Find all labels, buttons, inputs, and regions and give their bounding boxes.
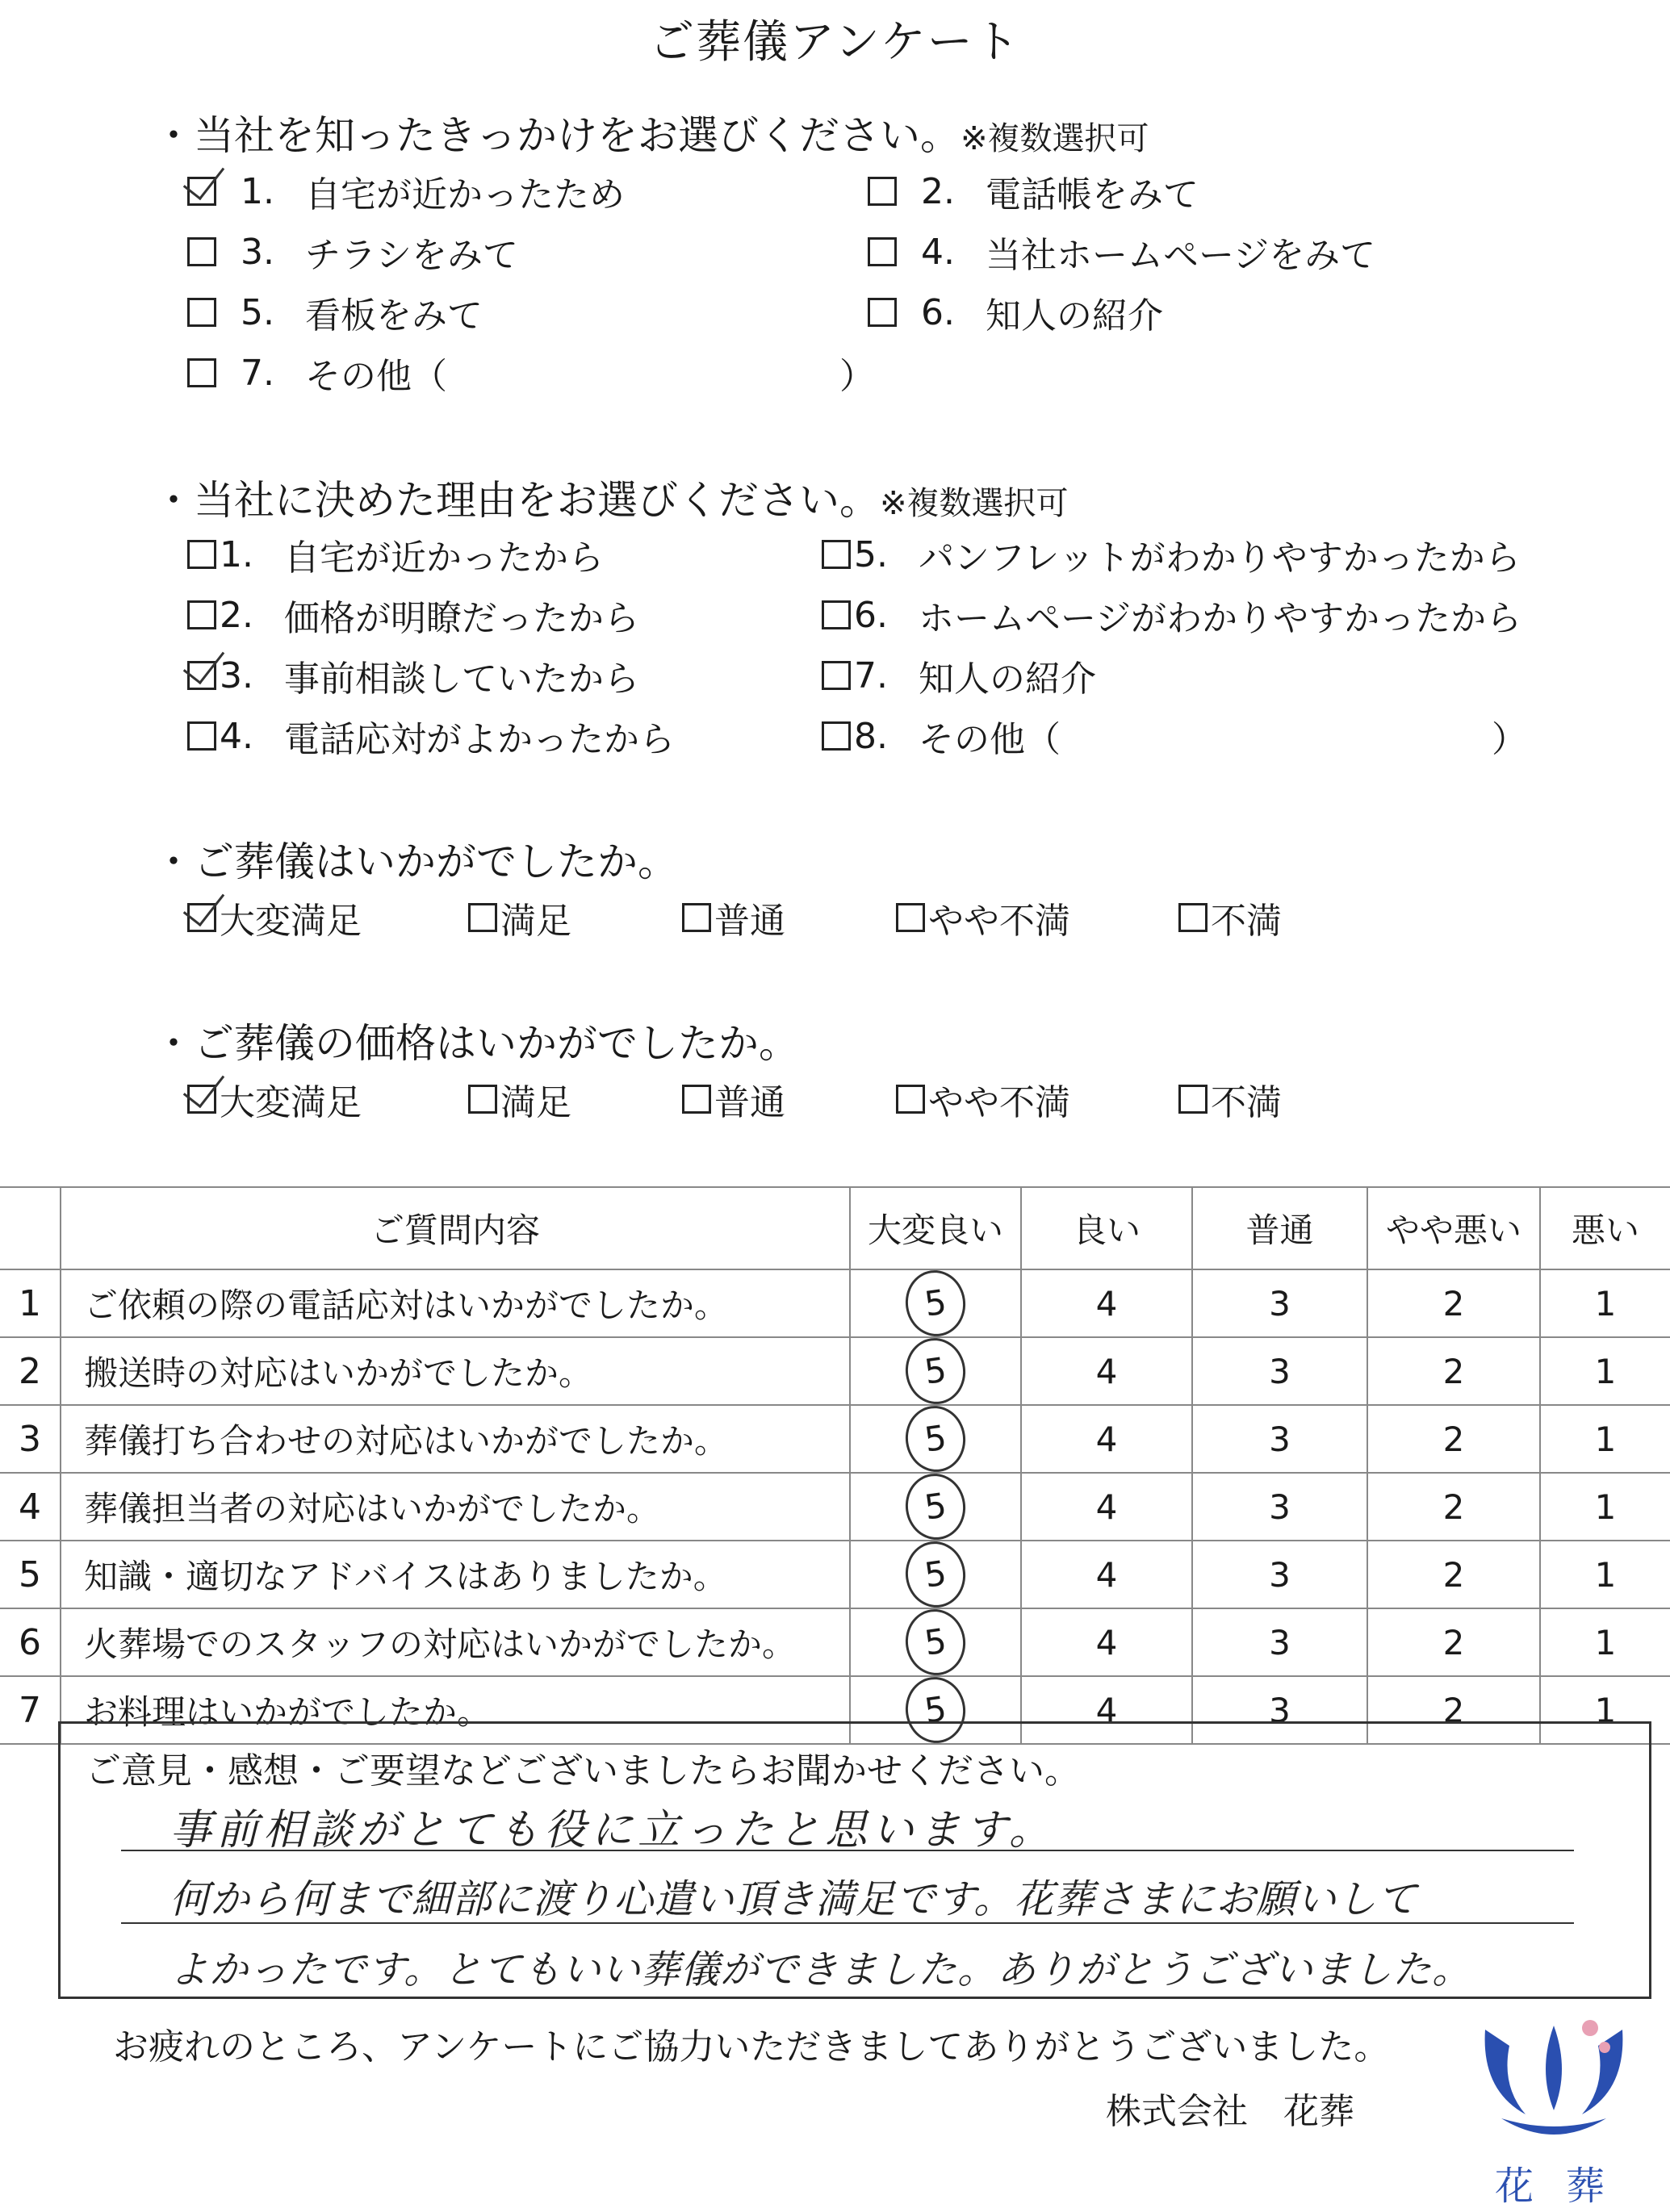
score-circled: 5: [902, 1334, 970, 1408]
checkbox[interactable]: [187, 600, 216, 629]
rating-option-label: 不満: [1211, 1082, 1282, 1123]
option-number: 6.: [921, 291, 955, 333]
logo-left-petal: [1485, 2030, 1526, 2114]
score-cell[interactable]: [1021, 1541, 1192, 1608]
score-value: 1: [1594, 1351, 1617, 1391]
rating-option-3[interactable]: [682, 892, 785, 943]
score-value: 1: [1594, 1487, 1617, 1527]
option-number: 2.: [921, 170, 955, 212]
option-number: 4.: [921, 231, 955, 273]
comment-label: ご意見・感想・ご要望などございましたらお聞かせください。: [86, 1750, 1080, 1792]
other-close-paren: ）: [839, 356, 875, 397]
option-label: その他（: [919, 719, 1061, 760]
option-number: 3.: [220, 654, 253, 696]
option-label: 事前相談していたから: [284, 659, 639, 700]
row-index: 6: [0, 1608, 61, 1676]
header-question: ご質問内容: [61, 1187, 850, 1269]
option-4[interactable]: [187, 710, 675, 762]
checkbox-checked[interactable]: [187, 177, 216, 206]
checkbox[interactable]: [187, 298, 216, 327]
score-cell[interactable]: [1021, 1337, 1192, 1405]
option-number: 1.: [220, 533, 253, 575]
checkbox[interactable]: [822, 600, 851, 629]
row-question: 搬送時の対応はいかがでしたか。: [61, 1337, 850, 1405]
row-question: お料理はいかがでしたか。: [61, 1676, 850, 1744]
rating-option-1[interactable]: [187, 892, 362, 943]
option-label: チラシをみて: [305, 235, 518, 276]
logo-base: [1501, 2118, 1606, 2135]
score-cell[interactable]: [1367, 1473, 1540, 1541]
checkbox[interactable]: [187, 237, 216, 266]
row-index: 2: [0, 1337, 61, 1405]
rating-option-label: 普通: [714, 901, 785, 942]
score-value: 2: [1442, 1283, 1465, 1323]
score-cell[interactable]: [850, 1405, 1021, 1473]
company-logo: [1469, 2013, 1639, 2155]
option-number: 6.: [854, 594, 888, 636]
logo-text: 花葬: [1495, 2164, 1638, 2209]
rating-table: [0, 1186, 1670, 1745]
checkbox[interactable]: [1178, 903, 1208, 932]
checkbox[interactable]: [187, 358, 216, 387]
score-value: 1: [1594, 1419, 1617, 1459]
score-cell[interactable]: [850, 1269, 1021, 1337]
rating-option-5[interactable]: [1178, 1073, 1282, 1125]
checkbox[interactable]: [896, 903, 925, 932]
multi-select-note: ※複数選択可: [961, 120, 1149, 157]
score-cell[interactable]: [1192, 1337, 1367, 1405]
row-question: 知識・適切なアドバイスはありましたか。: [61, 1541, 850, 1608]
checkbox[interactable]: [822, 661, 851, 690]
table-row: [0, 1405, 1670, 1473]
rating-table-header: [0, 1187, 1670, 1269]
option-number: 7.: [854, 654, 888, 696]
checkbox[interactable]: [682, 1085, 711, 1114]
checkbox[interactable]: [187, 540, 216, 569]
company-name: 株式会社 花葬: [1106, 2091, 1354, 2132]
checkbox-checked[interactable]: [187, 661, 216, 690]
option-label: 知人の紹介: [986, 295, 1163, 337]
score-cell[interactable]: [850, 1541, 1021, 1608]
logo-center-petal: [1546, 2026, 1562, 2110]
rating-option-3[interactable]: [682, 1073, 785, 1125]
thank-you-message: お疲れのところ、アンケートにご協力いただきましてありがとうございました。: [113, 2026, 1390, 2068]
other-close-paren: ）: [1492, 719, 1527, 760]
checkbox[interactable]: [896, 1085, 925, 1114]
score-cell[interactable]: [1192, 1473, 1367, 1541]
header-good: 良い: [1021, 1187, 1192, 1269]
table-row: [0, 1269, 1670, 1337]
score-cell[interactable]: [850, 1337, 1021, 1405]
score-value: 1: [1594, 1283, 1617, 1323]
checkbox[interactable]: [682, 903, 711, 932]
checkbox-checked[interactable]: [187, 1085, 216, 1114]
option-6[interactable]: [868, 286, 1163, 338]
row-index: 7: [0, 1676, 61, 1744]
rating-option-label: やや不満: [928, 901, 1070, 942]
rating-option-4[interactable]: [896, 892, 1070, 943]
score-value: 3: [1269, 1351, 1291, 1391]
rating-option-label: 満足: [500, 1082, 571, 1123]
option-4[interactable]: [868, 226, 1375, 278]
header-average: 普通: [1192, 1187, 1367, 1269]
rating-option-label: やや不満: [928, 1082, 1070, 1123]
score-value: 2: [1442, 1351, 1465, 1391]
score-cell[interactable]: [1367, 1608, 1540, 1676]
option-2[interactable]: [187, 589, 639, 641]
option-number: 3.: [241, 231, 274, 273]
table-row: [0, 1608, 1670, 1676]
score-cell[interactable]: [1021, 1405, 1192, 1473]
score-cell[interactable]: [1021, 1473, 1192, 1541]
option-label: パンフレットがわかりやすかったから: [919, 537, 1521, 579]
score-cell[interactable]: [1540, 1608, 1670, 1676]
score-value: 3: [1269, 1283, 1291, 1323]
row-question: 葬儀打ち合わせの対応はいかがでしたか。: [61, 1405, 850, 1473]
score-value: 4: [1095, 1690, 1118, 1730]
checkbox[interactable]: [822, 540, 851, 569]
score-value: 1: [1594, 1622, 1617, 1662]
score-cell[interactable]: [1540, 1541, 1670, 1608]
table-row: [0, 1541, 1670, 1608]
score-value: 2: [1442, 1419, 1465, 1459]
option-label: ホームページがわかりやすかったから: [919, 598, 1522, 639]
rating-option-label: 大変満足: [220, 1082, 362, 1123]
row-index: 3: [0, 1405, 61, 1473]
checkbox[interactable]: [822, 721, 851, 751]
score-cell[interactable]: [1192, 1405, 1367, 1473]
score-value: 4: [1095, 1283, 1118, 1323]
row-question: 火葬場でのスタッフの対応はいかがでしたか。: [61, 1608, 850, 1676]
score-cell[interactable]: [1367, 1269, 1540, 1337]
option-number: 2.: [220, 594, 253, 636]
rating-option-4[interactable]: [896, 1073, 1070, 1125]
option-3[interactable]: [187, 650, 639, 701]
option-6[interactable]: [822, 589, 1521, 641]
score-cell[interactable]: [850, 1473, 1021, 1541]
score-value: 1: [1594, 1690, 1617, 1730]
score-value: 3: [1269, 1487, 1291, 1527]
score-circled: 5: [902, 1673, 970, 1747]
option-5[interactable]: [187, 286, 483, 338]
header-somewhat-bad: やや悪い: [1367, 1187, 1540, 1269]
score-circled: 5: [902, 1605, 970, 1679]
row-index: 5: [0, 1541, 61, 1608]
score-cell[interactable]: [850, 1608, 1021, 1676]
score-cell[interactable]: [1021, 1608, 1192, 1676]
comment-rule: [121, 1850, 1574, 1851]
table-row: [0, 1473, 1670, 1541]
checkbox[interactable]: [868, 237, 897, 266]
score-circled: 5: [902, 1402, 970, 1476]
rating-option-label: 満足: [500, 901, 571, 942]
row-index: 4: [0, 1473, 61, 1541]
score-value: 4: [1095, 1487, 1118, 1527]
option-1[interactable]: [187, 529, 604, 580]
comment-line-2: 何から何まで細部に渡り心遣い頂き満足です。花葬さまにお願いして: [170, 1876, 1418, 1922]
row-question: 葬儀担当者の対応はいかがでしたか。: [61, 1473, 850, 1541]
option-number: 7.: [241, 352, 274, 394]
checkbox[interactable]: [468, 903, 497, 932]
score-cell[interactable]: [1367, 1405, 1540, 1473]
score-cell[interactable]: [1540, 1473, 1670, 1541]
score-circled: 5: [902, 1470, 970, 1544]
option-label: 電話帳をみて: [986, 174, 1199, 215]
score-circled: 5: [902, 1537, 970, 1612]
score-value: 4: [1095, 1351, 1118, 1391]
question-3-heading: ・ご葬儀はいかがでしたか。: [153, 838, 678, 885]
option-3[interactable]: [187, 226, 518, 278]
score-value: 2: [1442, 1690, 1465, 1730]
logo-pink-dot: [1582, 2020, 1598, 2036]
option-label: 自宅が近かったから: [284, 537, 604, 579]
option-number: 8.: [854, 715, 888, 757]
header-bad: 悪い: [1540, 1187, 1670, 1269]
score-cell[interactable]: [1367, 1541, 1540, 1608]
question-4-heading: ・ご葬儀の価格はいかがでしたか。: [153, 1020, 799, 1067]
checkbox[interactable]: [868, 298, 897, 327]
rating-option-label: 不満: [1211, 901, 1282, 942]
checkbox-checked[interactable]: [187, 903, 216, 932]
row-question: ご依頼の際の電話応対はいかがでしたか。: [61, 1269, 850, 1337]
checkbox[interactable]: [468, 1085, 497, 1114]
option-5[interactable]: [822, 529, 1521, 580]
option-number: 1.: [241, 170, 274, 212]
option-8[interactable]: [822, 710, 1061, 762]
question-1-heading: ・当社を知ったきっかけをお選びください。※複数選択可: [153, 112, 1149, 159]
score-cell[interactable]: [1540, 1337, 1670, 1405]
score-cell[interactable]: [1192, 1541, 1367, 1608]
rating-option-2[interactable]: [468, 892, 571, 943]
option-label: 看板をみて: [305, 295, 483, 337]
score-value: 1: [1594, 1554, 1617, 1595]
option-label: 自宅が近かったため: [305, 174, 625, 215]
option-label: 電話応対がよかったから: [284, 719, 675, 760]
score-value: 2: [1442, 1487, 1465, 1527]
option-number: 5.: [241, 291, 274, 333]
score-cell[interactable]: [1367, 1337, 1540, 1405]
score-value: 4: [1095, 1419, 1118, 1459]
option-label: 価格が明瞭だったから: [284, 598, 639, 639]
option-2[interactable]: [868, 165, 1199, 217]
multi-select-note: ※複数選択可: [880, 485, 1069, 522]
score-value: 2: [1442, 1554, 1465, 1595]
question-2-heading: ・当社に決めた理由をお選びください。※複数選択可: [153, 477, 1069, 524]
score-value: 3: [1269, 1554, 1291, 1595]
option-label: 知人の紹介: [919, 659, 1096, 700]
checkbox[interactable]: [1178, 1085, 1208, 1114]
score-value: 3: [1269, 1690, 1291, 1730]
comment-line-3: よかったです。とてもいい葬儀ができました。ありがとうございました。: [170, 1947, 1472, 1992]
rating-option-5[interactable]: [1178, 892, 1282, 943]
checkbox[interactable]: [187, 721, 216, 751]
rating-option-label: 普通: [714, 1082, 785, 1123]
score-cell[interactable]: [1540, 1269, 1670, 1337]
score-circled: 5: [902, 1266, 970, 1340]
option-1[interactable]: [187, 165, 625, 217]
option-number: 4.: [220, 715, 253, 757]
option-label: その他（: [305, 356, 447, 397]
table-row: [0, 1337, 1670, 1405]
option-7[interactable]: [187, 347, 447, 399]
index-header: [0, 1187, 61, 1269]
score-value: 2: [1442, 1622, 1465, 1662]
option-label: 当社ホームページをみて: [986, 235, 1376, 276]
logo-pink-dot: [1599, 2042, 1610, 2053]
rating-option-2[interactable]: [468, 1073, 571, 1125]
row-index: 1: [0, 1269, 61, 1337]
option-number: 5.: [854, 533, 888, 575]
comment-rule: [121, 1922, 1574, 1924]
checkbox[interactable]: [868, 177, 897, 206]
score-cell[interactable]: [1540, 1405, 1670, 1473]
score-cell[interactable]: [1021, 1269, 1192, 1337]
header-very-good: 大変良い: [850, 1187, 1021, 1269]
score-cell[interactable]: [1192, 1608, 1367, 1676]
score-value: 4: [1095, 1622, 1118, 1662]
score-value: 3: [1269, 1622, 1291, 1662]
comment-line-1: 事前相談がとても役に立ったと思います。: [170, 1806, 1056, 1854]
rating-option-label: 大変満足: [220, 901, 362, 942]
page-title: ご葬儀アンケート: [649, 16, 1021, 69]
rating-option-1[interactable]: [187, 1073, 362, 1125]
score-cell[interactable]: [1192, 1269, 1367, 1337]
score-value: 3: [1269, 1419, 1291, 1459]
option-7[interactable]: [822, 650, 1096, 701]
score-value: 4: [1095, 1554, 1118, 1595]
